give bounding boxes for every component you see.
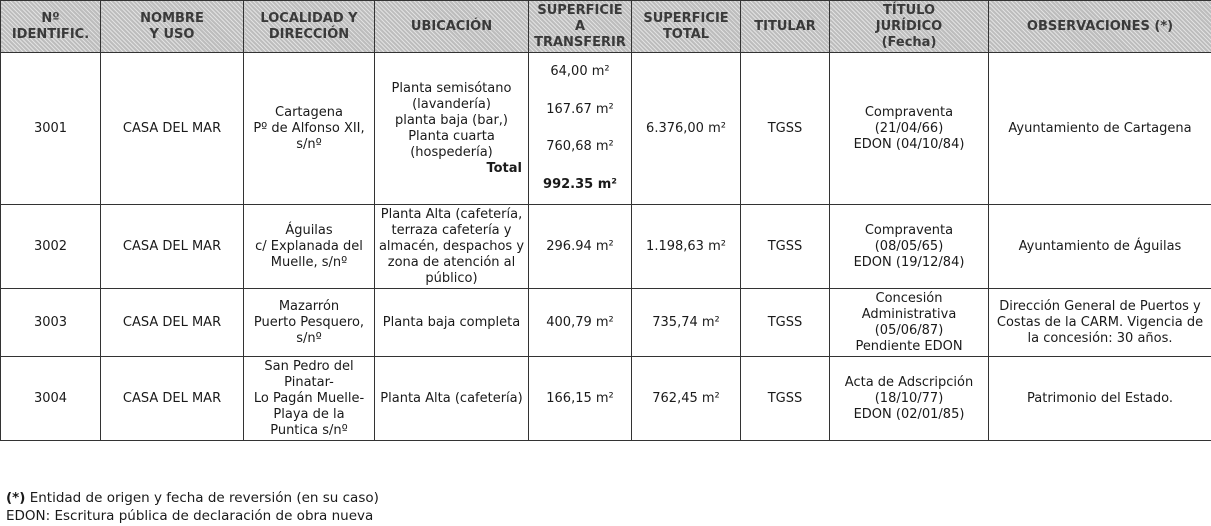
cell-id: 3003 [1,289,101,357]
cell-observaciones: Dirección General de Puertos y Costas de la CARM. Vigencia de la concesión: 30 años. [989,289,1211,357]
cell-localidad: Mazarrón Puerto Pesquero, s/nº [244,289,375,357]
header-row [1,1,1211,53]
cell-id: 3004 [1,357,101,441]
cell-titular: TGSS [741,205,830,289]
ubicacion-text: Planta semisótano (lavandería) planta baja (bar,) Planta cuarta (hospedería) [391,80,512,160]
cell-titulo: Compraventa (21/04/66) EDON (04/10/84) [830,53,989,205]
cell-observaciones: Ayuntamiento de Águilas [989,205,1211,289]
table-row [1,205,1211,289]
cell-nombre: CASA DEL MAR [101,357,244,441]
cell-observaciones: Patrimonio del Estado. [989,357,1211,441]
cell-superficie-transferir: 296.94 m² [529,205,632,289]
footnote-edon: EDON: Escritura pública de declaración de obra nueva [6,508,374,524]
cell-nombre: CASA DEL MAR [101,53,244,205]
cell-id: 3002 [1,205,101,289]
cell-localidad: San Pedro del Pinatar- Lo Pagán Muelle- Playa de la Puntica s/nº [244,357,375,441]
footnote-asterisk [6,489,379,507]
cell-localidad: Cartagena Pº de Alfonso XII, s/nº [244,53,375,205]
footnotes [6,489,379,525]
table-row [1,357,1211,441]
cell-superficie-total: 1.198,63 m² [632,205,741,289]
cell-superficie-transferir [529,53,632,205]
cell-superficie-total: 762,45 m² [632,357,741,441]
cell-nombre: CASA DEL MAR [101,289,244,357]
cell-superficie-total: 735,74 m² [632,289,741,357]
cell-titular: TGSS [741,357,830,441]
superficie-stack [531,53,629,204]
cell-localidad: Águilas c/ Explanada del Muelle, s/nº [244,205,375,289]
header-observaciones: OBSERVACIONES (*) [989,1,1211,53]
header-titulo: TÍTULO JURÍDICO (Fecha) [830,1,989,53]
asterisk-mark: (*) [6,490,26,506]
header-ubicacion: UBICACIÓN [375,1,529,53]
cell-titular: TGSS [741,53,830,205]
cell-titulo: Acta de Adscripción (18/10/77) EDON (02/01/85) [830,357,989,441]
cell-superficie-total: 6.376,00 m² [632,53,741,205]
header-superficie-total: SUPERFICIE TOTAL [632,1,741,53]
cell-observaciones: Ayuntamiento de Cartagena [989,53,1211,205]
superficie-total-value: 992.35 m² [543,177,617,193]
table-row [1,53,1211,205]
cell-titulo: Concesión Administrativa (05/06/87) Pendiente EDON [830,289,989,357]
asterisk-text: Entidad de origen y fecha de reversión (en su caso) [25,490,379,506]
cell-ubicacion: Planta Alta (cafetería) [375,357,529,441]
header-superficie-transferir: SUPERFICIE A TRANSFERIR [529,1,632,53]
table-row [1,289,1211,357]
cell-id: 3001 [1,53,101,205]
cell-titulo: Compraventa (08/05/65) EDON (19/12/84) [830,205,989,289]
superficie-value: 760,68 m² [546,139,614,155]
cell-titular: TGSS [741,289,830,357]
header-id: Nº IDENTIFIC. [1,1,101,53]
superficie-value: 64,00 m² [550,63,610,79]
cell-ubicacion [375,53,529,205]
cell-ubicacion: Planta baja completa [375,289,529,357]
cell-nombre: CASA DEL MAR [101,205,244,289]
header-localidad: LOCALIDAD Y DIRECCIÓN [244,1,375,53]
cell-ubicacion: Planta Alta (cafetería, terraza cafetería y almacén, despachos y zona de atención al público) [375,205,529,289]
superficie-value: 167.67 m² [546,101,614,117]
header-nombre: NOMBRE Y USO [101,1,244,53]
cell-superficie-transferir: 400,79 m² [529,289,632,357]
total-label: Total [486,160,522,176]
header-titular: TITULAR [741,1,830,53]
cell-superficie-transferir: 166,15 m² [529,357,632,441]
